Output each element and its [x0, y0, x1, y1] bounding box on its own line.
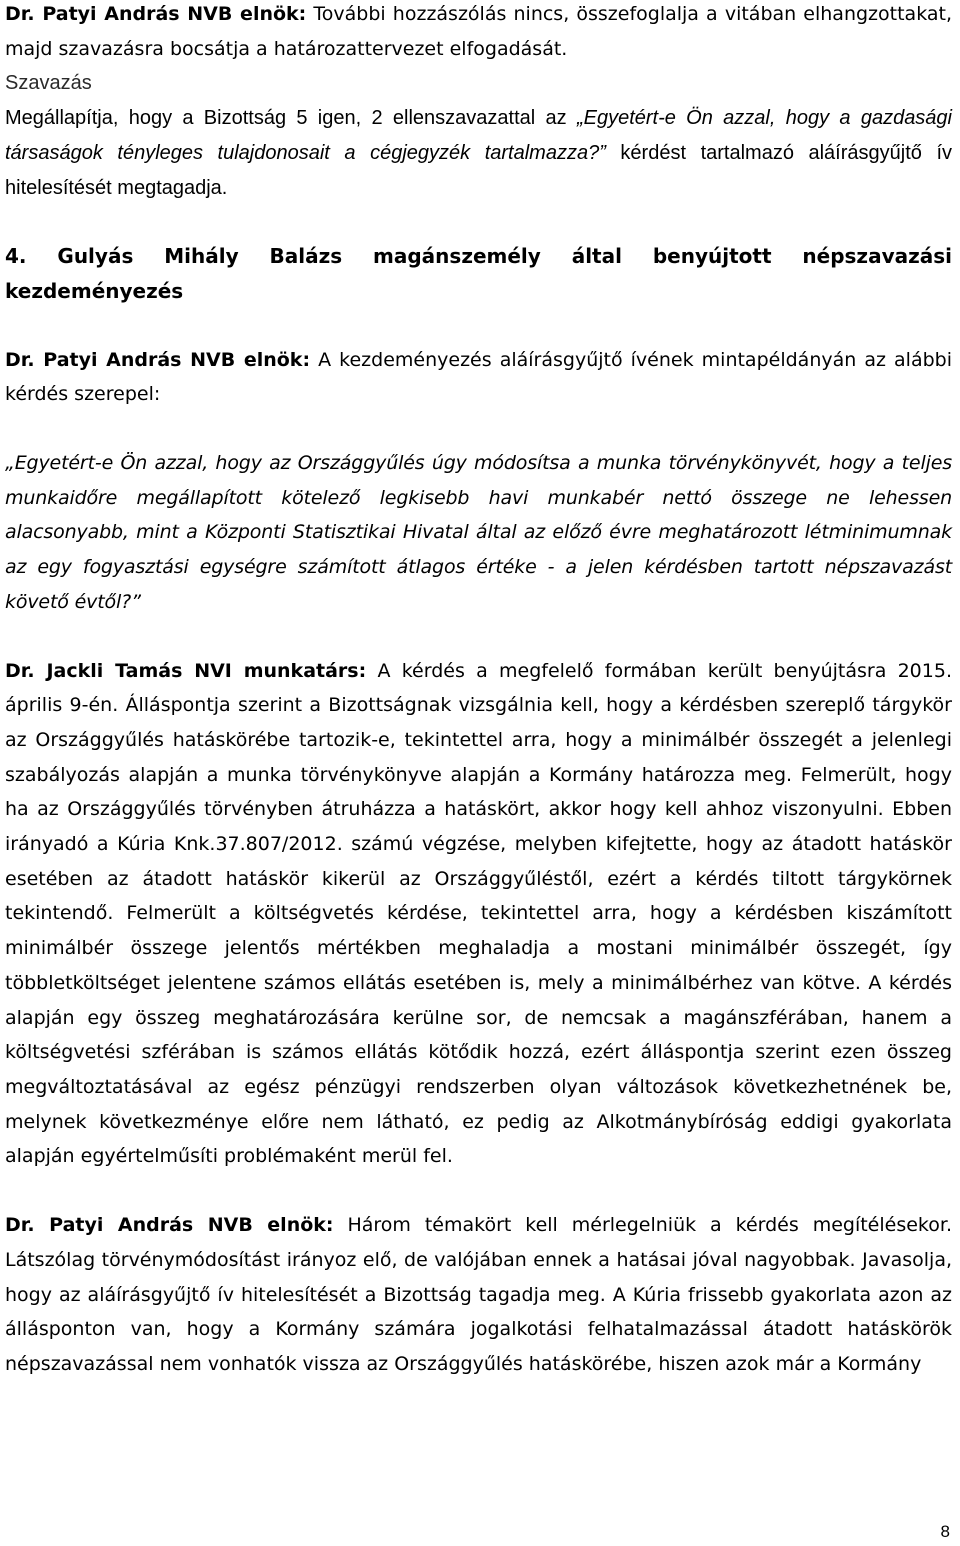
speaker-label: Dr. Patyi András NVB elnök:: [5, 3, 307, 25]
jackli-paragraph: [5, 654, 952, 1175]
vote-result-prefix: Megállapítja, hogy a Bizottság 5 igen, 2 ellenszavazattal az: [5, 107, 577, 130]
speaker-label: Dr. Patyi András NVB elnök:: [5, 348, 311, 371]
paragraph-text: Három témakört kell mérlegelniük a kérdés megítélésekor. Látszólag törvénymódosítást irányoz elő, de valójában ennek a hatásai jóval nagyobbak. Javasolja, hogy az aláírásgyűjtő ív hitelesítését a Bizottság tagadja meg. A Kúria frissebb gyakorlata azon az állásponton van, hogy a Kormány számára jogalkotási felhatalmazással átadott hatáskörök népszavazással nem vonhatók vissza az Országgyűlés hatáskörébe, hiszen azok már a Kormány: [5, 1214, 952, 1375]
vote-result-suffix: kérdést tartalmazó aláírásgyűjtő ív hitelesítését megtagadja.: [5, 141, 953, 199]
vote-result-quote: „Egyetért-e Ön azzal, hogy a gazdasági társaságok tényleges tulajdonosait a cégjegyzék tartalmazza?”: [5, 107, 953, 164]
document-page: [5, 0, 952, 1382]
speaker-label: Dr. Jackli Tamás NVI munkatárs:: [5, 659, 367, 682]
intro-paragraph: [5, 0, 952, 66]
paragraph-text: A kérdés a megfelelő formában került benyújtásra 2015. április 9-én. Álláspontja szerint a Bizottságnak vizsgálnia kell, hogy a kérdésben szereplő tárgykör az Országgyűlés hatáskörébe tartozik-e, tekintettel arra, hogy a minimálbér összegét a jelenlegi szabályozás alapján a munka törvénykönyve alapján a Kormány határozza meg. Felmerült, hogy ha az Országgyűlés törvényben átruházza a hatáskört, akkor hogy kell ahhoz viszonyulni. Ebben irányadó a Kúria Knk.37.807/2012. számú végzése, melyben kifejtette, hogy az átadott hatáskör esetében az átadott hatáskör kikerül az Országgyűléstől, ezért a kérdés tiltott tárgykörnek tekintendő. Felmerült a költségvetés kérdése, tekintettel arra, hogy a kérdésben kiszámított minimálbér összege jelentős mértékben meghaladja a mostani minimálbér összegét, így többletköltséget jelentene számos ellátás esetében is, mely a minimálbérhez van kötve. A kérdés alapján egy összeg meghatározására kerülne sor, de nemcsak a magánszférában, hanem a költségvetési szférában is számos ellátás kötődik hozzá, ezért álláspontja szerint ezen összeg megváltoztatásával az egész pénzügyi rendszerben olyan változások következhetnének be, melynek következménye előre nem látható, ez pedig az Alkotmánybíróság eddigi gyakorlata alapján egyértelműsíti problémaként merül fel.: [5, 659, 952, 1168]
chair-paragraph-1: [5, 343, 952, 412]
vote-section: [5, 66, 952, 205]
section-heading-4: 4. Gulyás Mihály Balázs magánszemély által benyújtott népszavazási kezdeményezés: [5, 244, 952, 303]
referendum-question: „Egyetért-e Ön azzal, hogy az Országgyűlés úgy módosítsa a munka törvénykönyvét, hogy a teljes munkaidőre megállapított kötelező legkisebb havi munkabér nettó összege ne lehessen alacsonyabb, mint a Központi Statisztikai Hivatal által az előző évre meghatározott létminimumnak az egy fogyasztási egységre számított átlagos értéke - a jelen kérdésben tartott népszavazást követő évtől?”: [5, 452, 952, 613]
vote-heading: Szavazás: [5, 72, 92, 95]
chair-paragraph-2: [5, 1208, 952, 1382]
paragraph-text: A kezdeményezés aláírásgyűjtő ívének mintapéldányán az alábbi kérdés szerepel:: [5, 348, 952, 406]
paragraph-text: További hozzászólás nincs, összefoglalja a vitában elhangzottakat, majd szavazásra bocsátja a határozattervezet elfogadását.: [5, 3, 952, 60]
page-number: 8: [940, 1522, 950, 1541]
speaker-label: Dr. Patyi András NVB elnök:: [5, 1214, 334, 1237]
